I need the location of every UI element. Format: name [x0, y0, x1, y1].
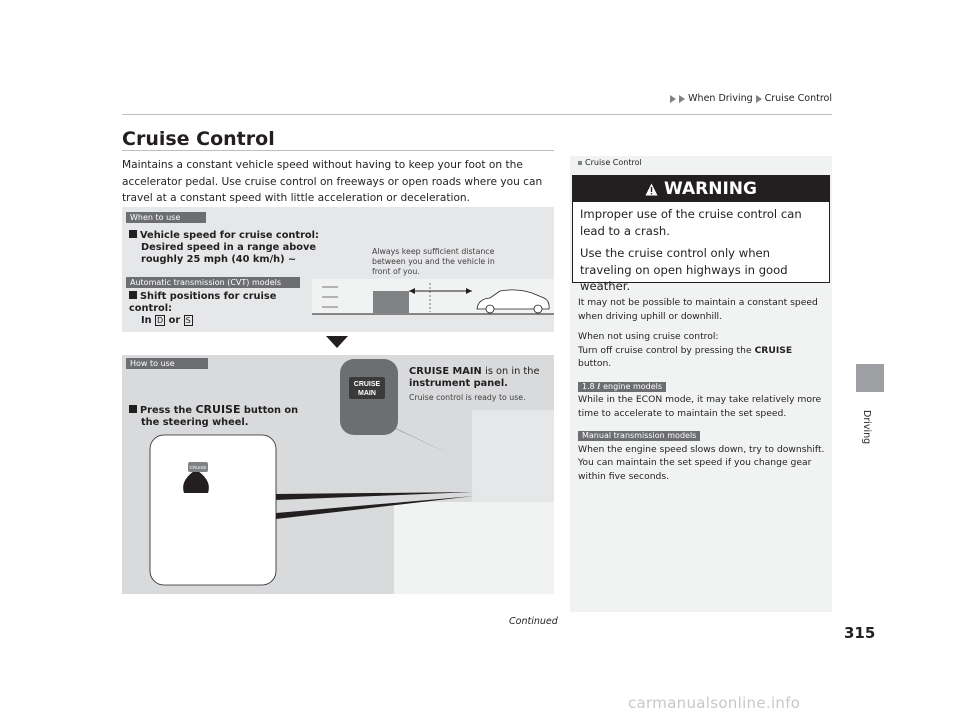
- note-marker-icon: [578, 161, 582, 165]
- title-divider: [122, 150, 554, 151]
- gear-s-key: S: [185, 316, 191, 325]
- gear-d-key: D: [157, 316, 164, 325]
- page-number: 315: [844, 624, 876, 642]
- warning-text-1: Improper use of the cruise control can lead to a crash.: [580, 207, 802, 238]
- shift-position-text: Shift positions for cruise control: In D or S: [129, 291, 277, 326]
- speed-requirement-text: Vehicle speed for cruise control: Desired speed in a range above roughly 25 mph (40 km/h) ~: [129, 230, 319, 266]
- notes-body: [578, 296, 828, 490]
- watermark: carmanualsonline.info: [628, 694, 801, 712]
- when-to-use-figure: [122, 207, 554, 332]
- note-not-using: When not using cruise control: Turn off cruise control by pressing the CRUISE button.: [578, 331, 793, 369]
- chapter-tab: [856, 364, 884, 392]
- cruise-main-indicator-line1: CRUISE: [353, 381, 381, 388]
- warning-icon: [645, 183, 658, 196]
- warning-title: WARNING: [664, 179, 757, 199]
- breadcrumb-arrow-icon: [670, 95, 676, 103]
- notes-panel: [570, 156, 832, 612]
- bullet-square-icon: [129, 230, 137, 238]
- cruise-main-indicator-line2: MAIN: [358, 390, 376, 397]
- cruise-main-text: CRUISE MAIN is on in the instrument panel.: [409, 366, 540, 389]
- how-to-use-tag: How to use: [126, 358, 208, 369]
- breadcrumb-cruise-control[interactable]: Cruise Control: [764, 93, 832, 104]
- breadcrumb-arrow-icon: [756, 95, 762, 103]
- breadcrumb: [670, 93, 832, 104]
- engine-models-tag: 1.8 ℓ engine models: [578, 382, 666, 392]
- breadcrumb-arrow-icon: [679, 95, 685, 103]
- intro-paragraph: Maintains a constant vehicle speed without having to keep your foot on the accelerator pedal. Use cruise control on freeways or open roads where you can travel at a constant speed with little acceleration or deceleration.: [122, 159, 543, 204]
- warning-text-2: Use the cruise control only when traveling on open highways in good weather.: [580, 246, 788, 293]
- page-title: Cruise Control: [122, 128, 275, 150]
- ready-note: Cruise control is ready to use.: [409, 393, 526, 402]
- press-cruise-text: Press the CRUISE button on the steering wheel.: [129, 404, 329, 429]
- warning-title-bar: [573, 176, 829, 202]
- note-econ: While in the ECON mode, it may take relatively more time to accelerate to maintain the set speed.: [578, 394, 822, 419]
- bullet-square-icon: [129, 291, 137, 299]
- continued-label: Continued: [509, 616, 558, 627]
- note-gear-change: You can maintain the set speed if you change gear within five seconds.: [578, 457, 812, 482]
- chapter-label: Driving: [861, 410, 872, 445]
- cvt-models-tag: Automatic transmission (CVT) models: [126, 277, 300, 288]
- when-to-use-tag: When to use: [126, 212, 206, 223]
- warning-box: [572, 175, 830, 293]
- header-divider: [122, 114, 832, 115]
- cruise-button-label: CRUISE: [189, 465, 207, 470]
- notes-header: Cruise Control: [578, 158, 642, 167]
- note-uphill: It may not be possible to maintain a constant speed when driving uphill or downhill.: [578, 297, 818, 322]
- breadcrumb-when-driving[interactable]: When Driving: [688, 93, 753, 104]
- down-arrow-icon: [326, 336, 348, 348]
- note-downshift: When the engine speed slows down, try to downshift.: [578, 443, 825, 455]
- how-to-use-figure: [122, 355, 554, 594]
- manual-transmission-tag: Manual transmission models: [578, 431, 700, 441]
- following-distance-illustration: [312, 279, 554, 319]
- distance-note: Always keep sufficient distance between you and the vehicle in front of you.: [372, 247, 495, 276]
- steering-wheel-illustration: [122, 355, 554, 594]
